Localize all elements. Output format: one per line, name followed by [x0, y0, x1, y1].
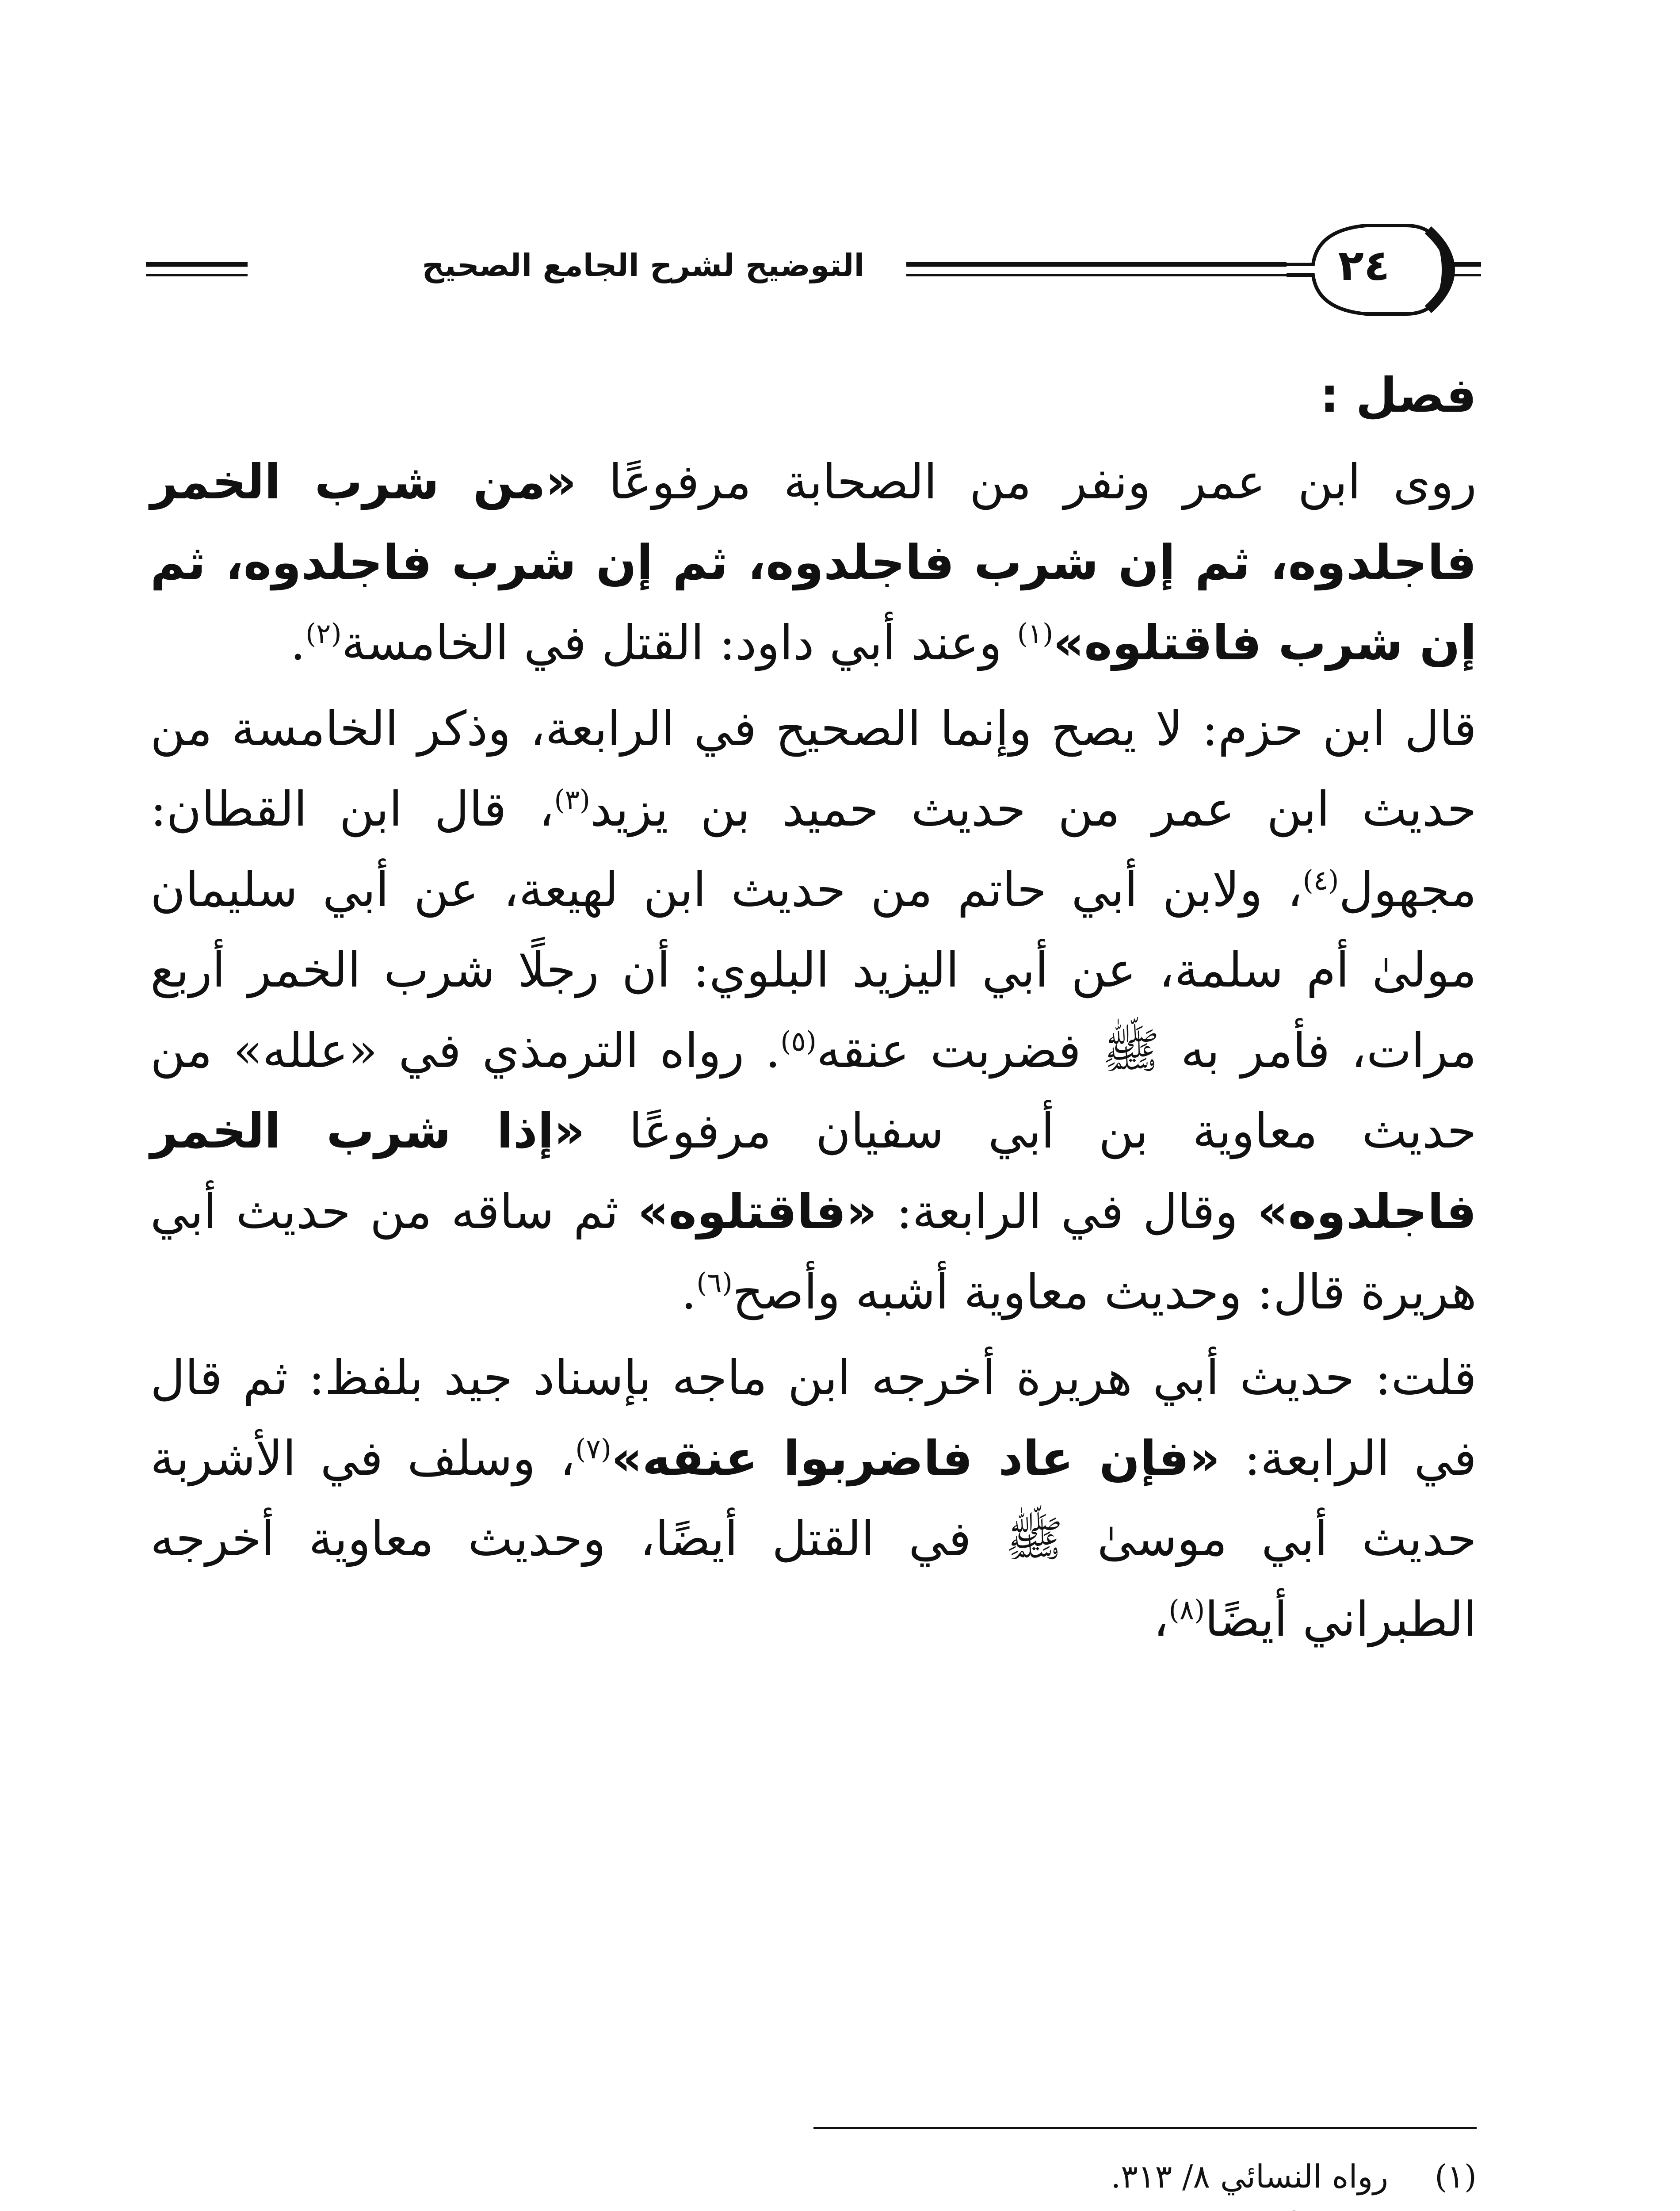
footnote-ref: (٢): [305, 617, 342, 650]
running-title: التوضيح لشرح الجامع الصحيح: [393, 243, 893, 287]
footnote: [150, 2149, 1477, 2204]
footnote-text: [150, 2204, 1388, 2211]
paragraph: [150, 689, 1477, 1333]
paragraph-text: قال ابن حزم: لا يصح وإنما الصحيح في الرابعة، وذكر الخامسة من حديث ابن عمر من حديث حميد بن يزيد: [150, 701, 1477, 837]
section-title: فصل :: [1320, 368, 1477, 423]
footnote-rule: [813, 2127, 1477, 2129]
footnote-number: (١): [1435, 2158, 1477, 2195]
paragraph-text: ،: [1153, 1592, 1169, 1647]
footnote-ref: (٨): [1168, 1594, 1205, 1626]
footnotes: [150, 2149, 1477, 2211]
paragraph: [150, 1338, 1477, 1660]
footnote-number: [1388, 2204, 1477, 2211]
page-number: ٢٤: [1338, 241, 1390, 290]
footnote-ref: (٦): [696, 1266, 733, 1299]
footnote-text: رواه النسائي ٨/ ٣١٣.: [1111, 2158, 1388, 2195]
paragraph-text: ، ولابن أبي حاتم من حديث ابن لهيعة، عن أبي سليمان مولىٰ أم سلمة، عن أبي اليزيد البلوي: أن رجلًا شرب الخمر أربع مرات، فأمر به ﷺ فضربت عنقه: [150, 862, 1477, 1079]
paragraphs: [150, 442, 1477, 1660]
paragraph-text: ثم ساقه من حديث أبي هريرة قال: وحديث معاوية أشبه وأصح: [150, 1184, 1477, 1320]
paragraph-quote: «فاقتلوه»: [638, 1184, 877, 1239]
paragraph-text: .: [290, 616, 305, 671]
paragraph-text: ، وسلف في الأشربة حديث أبي موسىٰ ﷺ في القتل أيضًا، وحديث معاوية أخرجه الطبراني أيضًا: [150, 1431, 1477, 1647]
paragraph-text: . رواه الترمذي في «علله» من حديث معاوية بن أبي سفيان مرفوعًا: [150, 1023, 1477, 1159]
paragraph-quote: «من شرب الخمر فاجلدوه، ثم إن شرب فاجلدوه، ثم إن شرب فاجلدوه، ثم إن شرب فاقتلوه»: [150, 455, 1477, 671]
paragraph-text: وقال في الرابعة:: [877, 1184, 1257, 1239]
footnote-ref: (٧): [575, 1433, 611, 1465]
paragraph-text: ، قال ابن القطان: مجهول: [150, 782, 1477, 918]
footnote: [150, 2204, 1477, 2211]
footnote-ref: (٣): [554, 784, 591, 816]
footnote-ref: (٥): [780, 1025, 817, 1057]
footnote-ref: (٤): [1302, 864, 1339, 896]
paragraph: [150, 442, 1477, 684]
footnote-text: [150, 2149, 1388, 2204]
paragraph-text: قلت: حديث أبي هريرة أخرجه ابن ماجه بإسناد جيد بلفظ: ثم قال في الرابعة:: [150, 1350, 1477, 1486]
main-text: [150, 363, 1477, 1665]
paragraph-text: .: [681, 1265, 697, 1320]
page-header: [146, 212, 1481, 323]
footnote-ref: (١): [1017, 617, 1054, 650]
paragraph-text: وعند أبي داود: القتل في الخامسة: [341, 616, 1017, 671]
paragraph-quote: «فإن عاد فاضربوا عنقه»: [611, 1431, 1220, 1486]
paragraph-text: روى ابن عمر ونفر من الصحابة مرفوعًا: [576, 455, 1477, 510]
paragraph-quote: «إذا شرب الخمر فاجلدوه»: [150, 1104, 1477, 1239]
